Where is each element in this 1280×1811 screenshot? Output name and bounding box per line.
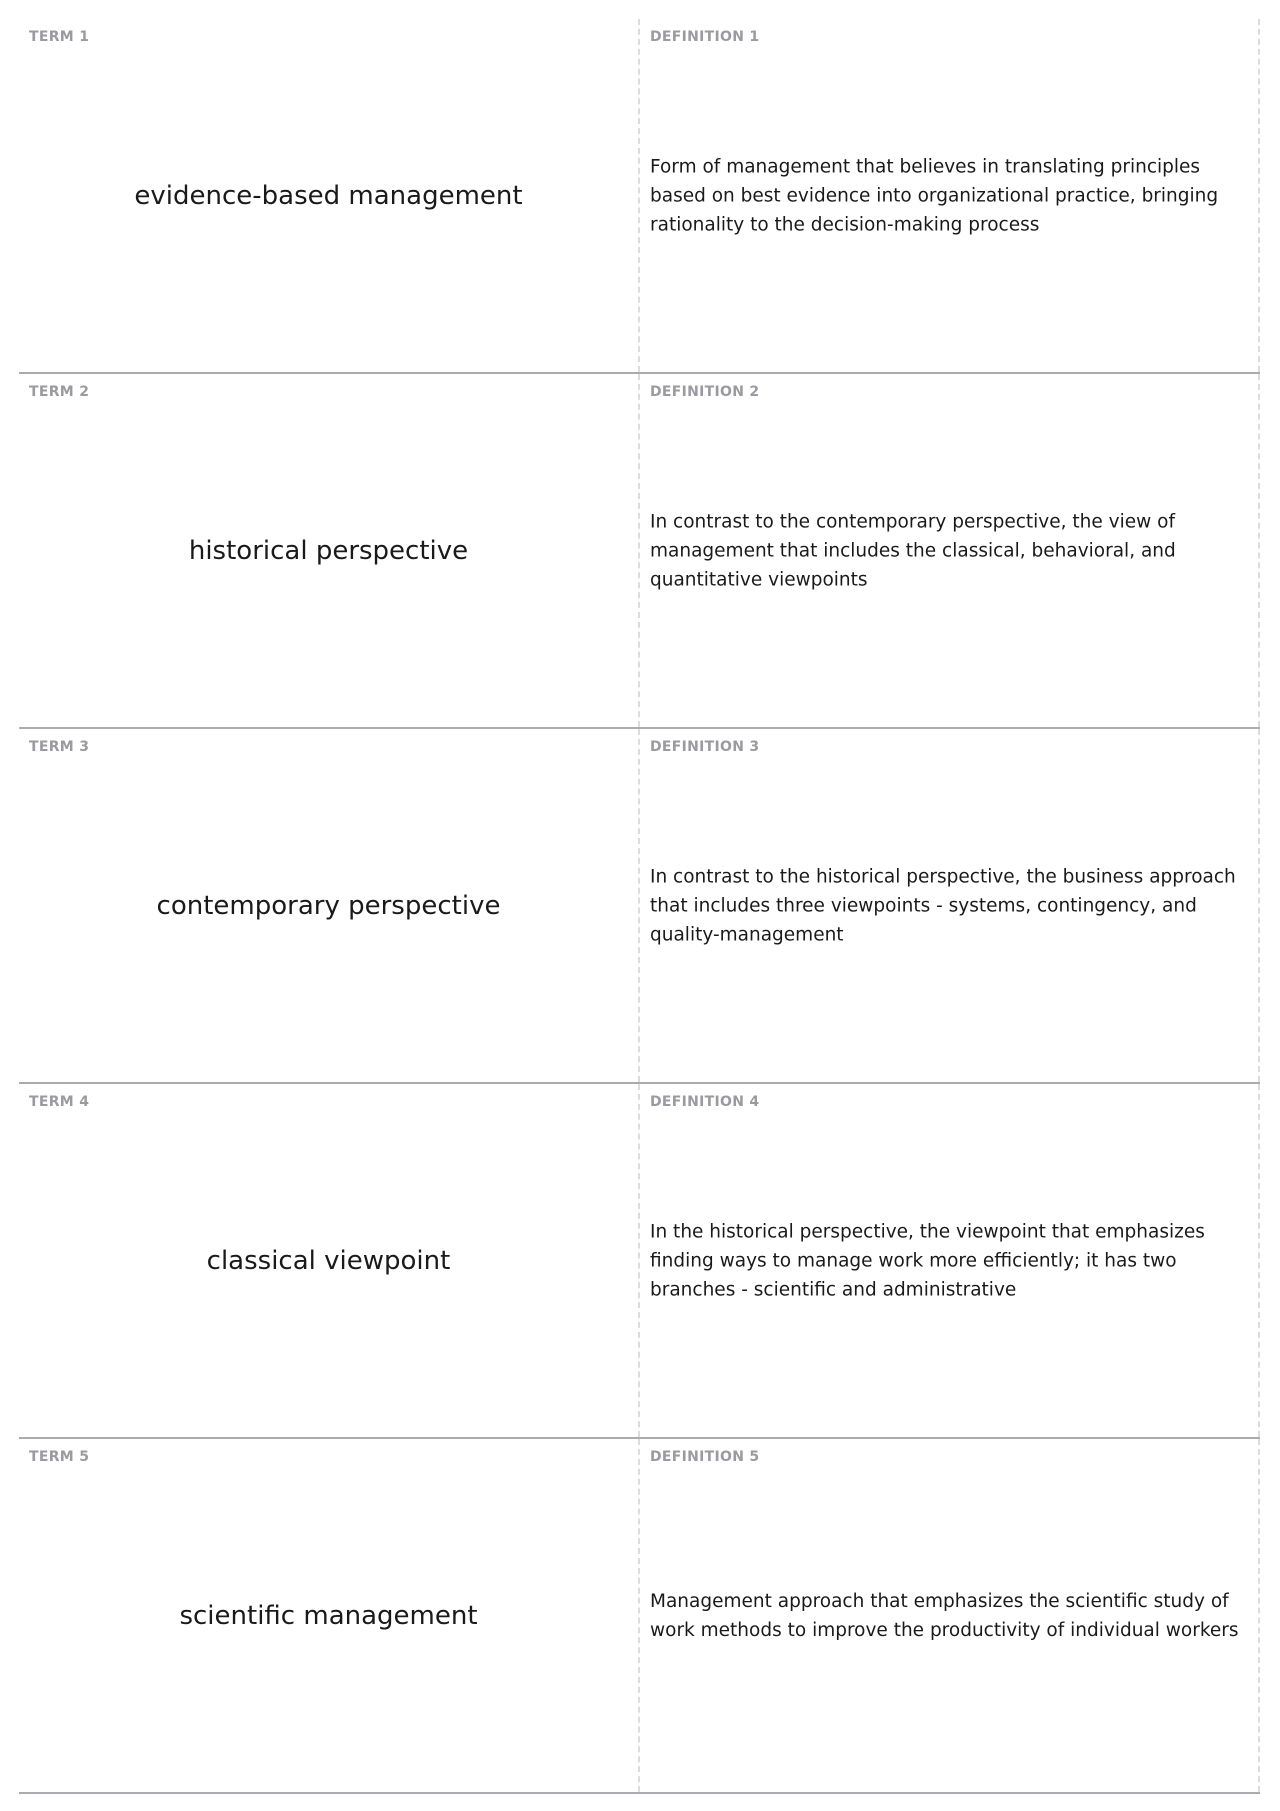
definition-cell [640, 19, 1260, 372]
term-label: TERM 1 [29, 29, 90, 45]
definition-text: Management approach that emphasizes the scientific study of work methods to improve the productivity of individual workers [650, 1590, 1239, 1641]
definition-label: DEFINITION 1 [650, 29, 760, 45]
term-cell [19, 374, 640, 727]
definition-label: DEFINITION 2 [650, 384, 760, 400]
term-text: classical viewpoint [206, 1245, 451, 1276]
definition-cell [640, 729, 1260, 1082]
term-label: TERM 4 [29, 1094, 90, 1110]
definition-label: DEFINITION 5 [650, 1449, 760, 1465]
definition-text: In contrast to the historical perspective, the business approach that includes three viewpoints - systems, contingency, and quality-management [650, 866, 1236, 945]
term-text: contemporary perspective [156, 890, 501, 921]
definition-text: In the historical perspective, the viewpoint that emphasizes finding ways to manage work more efficiently; it has two branches - scientific and administrative [650, 1221, 1205, 1300]
term-label: TERM 5 [29, 1449, 90, 1465]
term-text: scientific management [179, 1600, 478, 1631]
term-label: TERM 2 [29, 384, 90, 400]
term-label: TERM 3 [29, 739, 90, 755]
definition-label: DEFINITION 4 [650, 1094, 760, 1110]
term-text: historical perspective [188, 535, 469, 566]
term-cell [19, 1084, 640, 1437]
definition-text: In contrast to the contemporary perspective, the view of management that includes the classical, behavioral, and quantitative viewpoints [650, 511, 1176, 590]
term-cell [19, 19, 640, 372]
term-cell [19, 729, 640, 1082]
flashcard-sheet [19, 19, 1260, 1794]
flashcard-row [19, 374, 1260, 729]
definition-label: DEFINITION 3 [650, 739, 760, 755]
definition-cell [640, 1439, 1260, 1792]
term-text: evidence-based management [134, 180, 523, 211]
definition-cell [640, 374, 1260, 727]
flashcard-row [19, 729, 1260, 1084]
flashcard-row [19, 19, 1260, 374]
definition-cell [640, 1084, 1260, 1437]
term-cell [19, 1439, 640, 1792]
flashcard-row [19, 1439, 1260, 1794]
definition-text: Form of management that believes in translating principles based on best evidence into organizational practice, bringing rationality to the decision-making process [650, 156, 1219, 235]
flashcard-row [19, 1084, 1260, 1439]
